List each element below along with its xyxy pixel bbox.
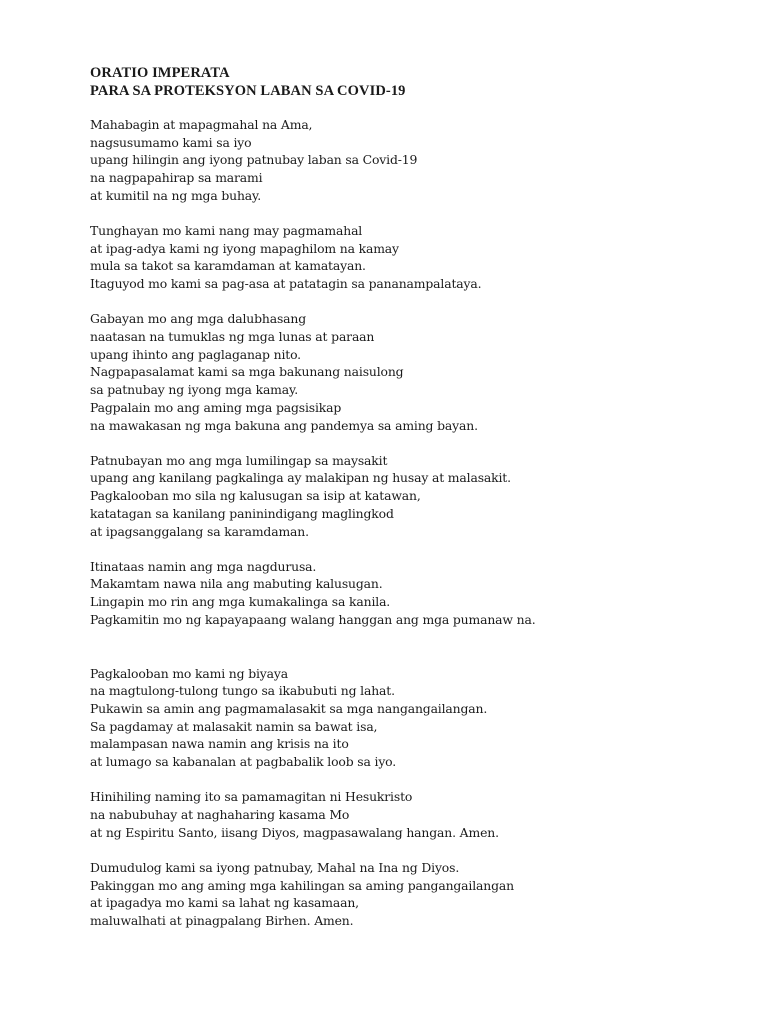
verse-line: maluwalhati at pinagpalang Birhen. Amen. xyxy=(90,913,354,929)
stanza-2 xyxy=(90,222,730,293)
verse-line: Pagpalain mo ang aming mga pagsisikap xyxy=(90,399,342,415)
stanza-7 xyxy=(90,788,730,841)
verse-line: at kumitil na ng mga buhay. xyxy=(90,187,262,203)
verse-line: at ipag-adya kami ng iyong mapaghilom na kamay xyxy=(90,240,399,256)
verse-line: Lingapin mo rin ang mga kumakalinga sa kanila. xyxy=(90,594,391,610)
verse-line: Dumudulog kami sa iyong patnubay, Mahal na Ina ng Diyos. xyxy=(90,859,460,875)
verse-line: at ipagsanggalang sa karamdaman. xyxy=(90,523,309,539)
verse-line: Pakinggan mo ang aming mga kahilingan sa aming pangangailangan xyxy=(90,877,514,893)
verse-line: Makamtam nawa nila ang mabuting kalusugan. xyxy=(90,576,383,592)
verse-line: Itaguyod mo kami sa pag-asa at patatagin sa pananampalataya. xyxy=(90,276,482,292)
verse-line: at lumago sa kabanalan at pagbabalik loob sa iyo. xyxy=(90,754,397,770)
verse-line: sa patnubay ng iyong mga kamay. xyxy=(90,382,299,398)
verse-line: at ng Espiritu Santo, iisang Diyos, magpasawalang hangan. Amen. xyxy=(90,824,499,840)
verse-line: na nabubuhay at naghaharing kasama Mo xyxy=(90,807,350,822)
verse-line: na nagpapahirap sa marami xyxy=(90,170,263,186)
stanza-6 xyxy=(90,665,730,771)
verse-line: upang ang kanilang pagkalinga ay malakipan ng husay at malasakit. xyxy=(90,470,511,486)
verse-line: Patnubayan mo ang mga lumilingap sa maysakit xyxy=(90,452,388,468)
verse-line: Gabayan mo ang mga dalubhasang xyxy=(90,311,307,327)
verse-line: upang hilingin ang iyong patnubay laban sa Covid-19 xyxy=(90,152,418,168)
verse-line: Pagkalooban mo sila ng kalusugan sa isip at katawan, xyxy=(90,488,421,504)
stanza-8 xyxy=(90,859,730,930)
verse-line: na magtulong-tulong tungo sa ikabubuti ng lahat. xyxy=(90,683,395,699)
verse-line: Nagpapasalamat kami sa mga bakunang naisulong xyxy=(90,364,404,380)
verse-line: mula sa takot sa karamdaman at kamatayan. xyxy=(90,258,366,274)
verse-line: katatagan sa kanilang paninindigang maglingkod xyxy=(90,505,394,521)
verse-line: naatasan na tumuklas ng mga lunas at paraan xyxy=(90,329,375,345)
verse-line: at ipagadya mo kami sa lahat ng kasamaan, xyxy=(90,895,359,911)
verse-line: malampasan nawa namin ang krisis na ito xyxy=(90,736,349,752)
stanza-5 xyxy=(90,558,730,629)
verse-line: Itinataas namin ang mga nagdurusa. xyxy=(90,558,317,574)
prayer-document xyxy=(90,64,730,947)
stanza-3 xyxy=(90,310,730,434)
stanza-1 xyxy=(90,116,730,205)
verse-line: Pukawin sa amin ang pagmamalasakit sa mga nangangailangan. xyxy=(90,700,488,716)
verse-line: Pagkalooban mo kami ng biyaya xyxy=(90,665,288,681)
verse-line: Pagkamitin mo ng kapayapaang walang hanggan ang mga pumanaw na. xyxy=(90,611,536,627)
title-line-2: PARA SA PROTEKSYON LABAN SA COVID-19 xyxy=(90,83,406,99)
document-title xyxy=(90,64,730,100)
stanza-4 xyxy=(90,452,730,541)
verse-line: nagsusumamo kami sa iyo xyxy=(90,134,252,150)
verse-line: upang ihinto ang paglaganap nito. xyxy=(90,346,301,362)
verse-line: Hinihiling naming ito sa pamamagitan ni Hesukristo xyxy=(90,789,413,805)
title-line-1: ORATIO IMPERATA xyxy=(90,65,230,81)
verse-line: na mawakasan ng mga bakuna ang pandemya sa aming bayan. xyxy=(90,417,478,433)
verse-line: Mahabagin at mapagmahal na Ama, xyxy=(90,117,313,132)
verse-line: Sa pagdamay at malasakit namin sa bawat isa, xyxy=(90,718,378,734)
verse-line: Tunghayan mo kami nang may pagmamahal xyxy=(90,223,363,239)
